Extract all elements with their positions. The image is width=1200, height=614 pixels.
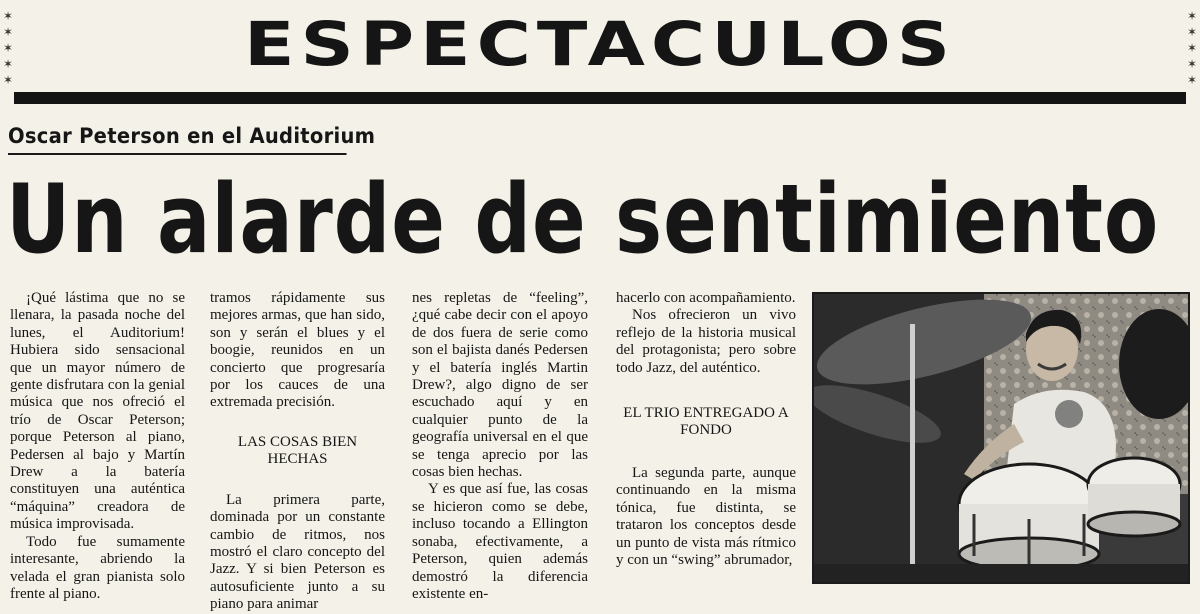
- paragraph: ¡Qué lástima que no se llenara, la pasada noche del lunes, el Auditorium! Hubiera sido sensacional que un mayor número de gente disfrutara con la genial música que nos ofreció el trío de Oscar Peterson; porque Peterson al piano, Pedersen al bajo y Martín Drew a la batería constituyen una auténtica “máquina” creadora de música improvisada.: [10, 290, 185, 533]
- article-headline: Un alarde de sentimiento: [6, 163, 1160, 275]
- article-column-4: [616, 290, 796, 569]
- section-masthead: [14, 10, 1186, 106]
- paragraph: tramos rápidamente sus mejores armas, que han sido, son y serán el blues y el boogie, reunidos en un concierto que progresaría por los cauces de una extremada precisión.: [210, 290, 385, 411]
- paragraph: Todo fue sumamente interesante, abriendo la velada el gran pianista solo frente al piano.: [10, 533, 185, 602]
- article-column-2: [210, 290, 385, 614]
- paragraph: Y es que así fue, las cosas se hicieron como se debe, incluso tocando a Ellington sonaba, efectivamente, a Peterson, quien además demostró la diferencia existente en-: [412, 481, 588, 602]
- star-border-left: ✶ ✶ ✶ ✶ ✶: [3, 9, 14, 87]
- star-border-right: ✶ ✶ ✶ ✶ ✶: [1186, 9, 1197, 87]
- paragraph: La segunda parte, aunque continuando en la misma tónica, fue distinta, se trataron los conceptos desde un punto de vista más rítmico y con un “swing” abrumador,: [616, 465, 796, 569]
- paragraph: nes repletas de “feeling”, ¿qué cabe decir con el apoyo de dos fuera de serie como son el bajista danés Pedersen y el batería inglés Martin Drew?, algo digno de ser escuchado aquí y en cualquier punto de la geografía universal en el que se tenga aprecio por las cosas bien hechas.: [412, 290, 588, 481]
- subheading: LAS COSAS BIEN HECHAS: [237, 433, 358, 467]
- masthead-title: ESPECTACULOS: [243, 9, 957, 80]
- paragraph: hacerlo con acompañamiento.: [616, 290, 796, 306]
- drummer-illustration: [814, 294, 1188, 582]
- drummer-photo: [812, 292, 1190, 584]
- article-column-3: [412, 290, 588, 603]
- paragraph: La primera parte, dominada por un constante cambio de ritmos, nos mostró el claro concepto del Jazz. Y si bien Peterson es autosuficiente junto a su piano para animar: [210, 491, 385, 613]
- article-kicker: Oscar Peterson en el Auditorium: [8, 124, 347, 155]
- masthead-rule: [14, 92, 1186, 104]
- paragraph: Nos ofrecieron un vivo reflejo de la historia musical del protagonista; pero sobre todo Jazz, del auténtico.: [616, 307, 796, 376]
- subheading: EL TRIO ENTREGADO A FONDO: [623, 405, 789, 439]
- article-column-1: [10, 290, 185, 603]
